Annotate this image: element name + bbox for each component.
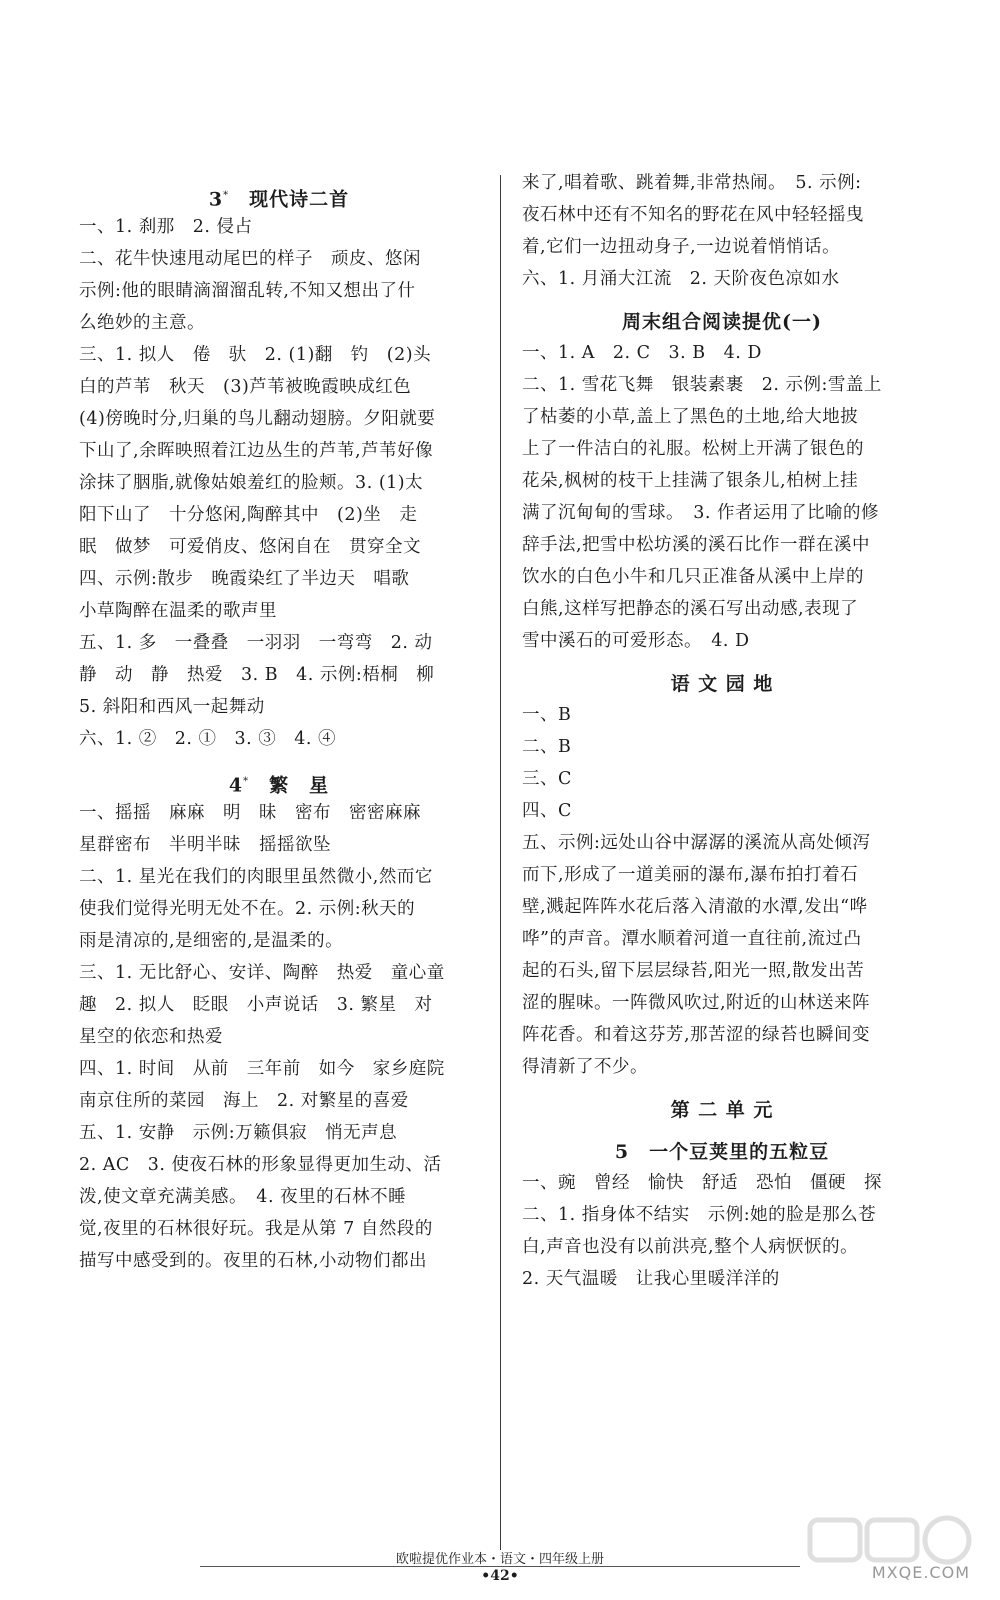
section-title bbox=[79, 764, 479, 800]
answer-line: 白的芦苇 秋天 (3)芦苇被晚霞映成红色 bbox=[79, 377, 412, 397]
answer-line: 南京住所的菜园 海上 2. 对繁星的喜爱 bbox=[79, 1091, 409, 1111]
section-title bbox=[522, 666, 922, 702]
answer-line: 一、1. 刹那 2. 侵占 bbox=[79, 217, 253, 237]
answer-line: 描写中感受到的。夜里的石林,小动物们都出 bbox=[79, 1251, 428, 1271]
answer-line: 五、1. 多 一叠叠 一羽羽 一弯弯 2. 动 bbox=[79, 633, 433, 653]
section-number: 4 bbox=[228, 774, 244, 797]
answer-line: 四、C bbox=[522, 801, 572, 821]
left-column bbox=[79, 172, 479, 1280]
column-divider bbox=[500, 175, 501, 1550]
answer-line: 满了沉甸甸的雪球。 3. 作者运用了比喻的修 bbox=[522, 503, 880, 523]
answer-line: 白熊,这样写把静态的溪石写出动感,表现了 bbox=[522, 599, 859, 619]
answer-line: 六、1. ② 2. ① 3. ③ 4. ④ bbox=[79, 729, 337, 749]
answer-line: 上了一件洁白的礼服。松树上开满了银色的 bbox=[522, 439, 864, 459]
section-title-text: 周末组合阅读提优(一) bbox=[622, 311, 822, 333]
answer-line: 白,声音也没有以前洪亮,整个人病恹恹的。 bbox=[522, 1237, 859, 1257]
answer-line: 泼,使文章充满美感。 4. 夜里的石林不睡 bbox=[79, 1187, 407, 1207]
answer-line: 六、1. 月涌大江流 2. 天阶夜色凉如水 bbox=[522, 269, 840, 289]
answer-line: 涩的腥味。一阵微风吹过,附近的山林送来阵 bbox=[522, 993, 871, 1013]
answer-line: 趣 2. 拟人 眨眼 小声说话 3. 繁星 对 bbox=[79, 995, 433, 1015]
answer-line: 三、1. 拟人 倦 驮 2. (1)翻 钓 (2)头 bbox=[79, 345, 432, 365]
answer-line: 五、示例:远处山谷中潺潺的溪流从高处倾泻 bbox=[522, 833, 871, 853]
answer-line: 而下,形成了一道美丽的瀑布,瀑布拍打着石 bbox=[522, 865, 859, 885]
answer-line: 眠 做梦 可爱俏皮、悠闲自在 贯穿全文 bbox=[79, 537, 421, 557]
answer-line: 2. AC 3. 使夜石林的形象显得更加生动、活 bbox=[79, 1155, 442, 1175]
footer-book-title: 欧啦提优作业本・语文・四年级上册 bbox=[395, 1552, 604, 1567]
answer-line: 饮水的白色小牛和几只正准备从溪中上岸的 bbox=[522, 567, 864, 587]
answer-line: 三、C bbox=[522, 769, 572, 789]
answer-line: 星群密布 半明半昧 摇摇欲坠 bbox=[79, 835, 331, 855]
answer-line: 四、1. 时间 从前 三年前 如今 家乡庭院 bbox=[79, 1059, 445, 1079]
answer-line: 二、花牛快速甩动尾巴的样子 顽皮、悠闲 bbox=[79, 249, 421, 269]
section-title-text: 语 文 园 地 bbox=[670, 673, 774, 695]
answer-line: 起的石头,留下层层绿苔,阳光一照,散发出苦 bbox=[522, 961, 865, 981]
answer-line: 了枯萎的小草,盖上了黑色的土地,给大地披 bbox=[522, 407, 859, 427]
answer-line: 小草陶醉在温柔的歌声里 bbox=[79, 601, 277, 621]
answer-line: 阳下山了 十分悠闲,陶醉其中 (2)坐 走 bbox=[79, 505, 418, 525]
section-title-text: 第 二 单 元 bbox=[670, 1099, 774, 1121]
answer-line: 雨是清凉的,是细密的,是温柔的。 bbox=[79, 931, 344, 951]
answer-line: 阵花香。和着这芬芳,那苦涩的绿苔也瞬间变 bbox=[522, 1025, 871, 1045]
section-mark: * bbox=[243, 776, 250, 787]
answer-line: 二、1. 雪花飞舞 银装素裹 2. 示例:雪盖上 bbox=[522, 375, 882, 395]
answer-line: 二、B bbox=[522, 737, 572, 757]
answer-line: 来了,唱着歌、跳着舞,非常热闹。 5. 示例: bbox=[522, 173, 862, 193]
answer-line: 2. 天气温暖 让我心里暖洋洋的 bbox=[522, 1269, 780, 1289]
answer-line: 星空的依恋和热爱 bbox=[79, 1027, 223, 1047]
answer-line: 得清新了不少。 bbox=[522, 1057, 648, 1077]
right-column bbox=[522, 170, 922, 1298]
section-title bbox=[522, 304, 922, 340]
section-title bbox=[522, 1092, 922, 1128]
answer-line: 二、1. 指身体不结实 示例:她的脸是那么苍 bbox=[522, 1205, 877, 1225]
answer-line: 一、豌 曾经 愉快 舒适 恐怕 僵硬 探 bbox=[522, 1173, 882, 1193]
answer-line: 雪中溪石的可爱形态。 4. D bbox=[522, 631, 750, 651]
section-title-text: 繁 星 bbox=[269, 774, 330, 797]
answer-line: 一、B bbox=[522, 705, 572, 725]
answer-line: 二、1. 星光在我们的肉眼里虽然微小,然而它 bbox=[79, 867, 433, 887]
answer-line: 五、1. 安静 示例:万籁俱寂 悄无声息 bbox=[79, 1123, 398, 1143]
answer-line: 着,它们一边扭动身子,一边说着悄悄话。 bbox=[522, 237, 841, 257]
section-number: 3 bbox=[208, 188, 224, 211]
answer-line: 么绝妙的主意。 bbox=[79, 313, 205, 333]
section-title bbox=[79, 178, 479, 214]
section-title bbox=[522, 1134, 922, 1170]
page-number: •42• bbox=[481, 1568, 519, 1584]
answer-line: 静 动 静 热爱 3. B 4. 示例:梧桐 柳 bbox=[79, 665, 435, 685]
answer-line: 四、示例:散步 晚霞染红了半边天 唱歌 bbox=[79, 569, 410, 589]
watermark-text: MXQE.COM bbox=[871, 1563, 970, 1582]
answer-line: 涂抹了胭脂,就像姑娘羞红的脸颊。3. (1)太 bbox=[79, 473, 424, 493]
answer-line: 辞手法,把雪中松坊溪的溪石比作一群在溪中 bbox=[522, 535, 871, 555]
answer-line: 使我们觉得光明无处不在。2. 示例:秋天的 bbox=[79, 899, 416, 919]
answer-line: 三、1. 无比舒心、安详、陶醉 热爱 童心童 bbox=[79, 963, 445, 983]
answer-line: 一、1. A 2. C 3. B 4. D bbox=[522, 343, 762, 363]
answer-line: 一、摇摇 麻麻 明 昧 密布 密密麻麻 bbox=[79, 803, 421, 823]
answer-line: 夜石林中还有不知名的野花在风中轻轻摇曳 bbox=[522, 205, 864, 225]
answer-line: 示例:他的眼睛滴溜溜乱转,不知又想出了什 bbox=[79, 281, 416, 301]
section-mark: * bbox=[223, 190, 230, 201]
section-title-text: 5 一个豆荚里的五粒豆 bbox=[614, 1141, 830, 1163]
answer-line: 下山了,余晖映照着江边丛生的芦苇,芦苇好像 bbox=[79, 441, 434, 461]
answer-line: 壁,溅起阵阵水花后落入清澈的水潭,发出“哗 bbox=[522, 897, 868, 917]
answer-line: 5. 斜阳和西风一起舞动 bbox=[79, 697, 265, 717]
section-title-text: 现代诗二首 bbox=[249, 188, 350, 211]
answer-line: 花朵,枫树的枝干上挂满了银条儿,柏树上挂 bbox=[522, 471, 859, 491]
answer-line: 觉,夜里的石林很好玩。我是从第 7 自然段的 bbox=[79, 1219, 433, 1239]
answer-line: (4)傍晚时分,归巢的鸟儿翻动翅膀。夕阳就要 bbox=[79, 409, 436, 429]
answer-line: 哗”的声音。潭水顺着河道一直往前,流过凸 bbox=[522, 929, 862, 949]
